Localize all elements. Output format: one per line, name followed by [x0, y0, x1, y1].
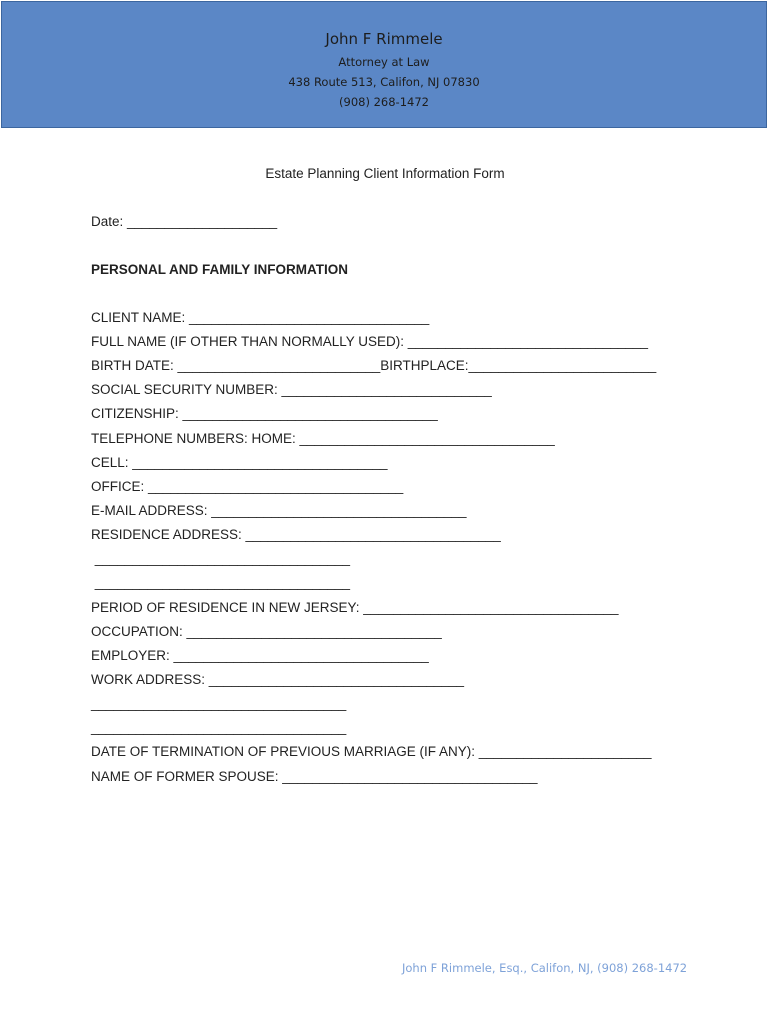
telephone-home-field[interactable]: TELEPHONE NUMBERS: HOME: __________________________________: [91, 431, 555, 446]
citizenship-field[interactable]: CITIZENSHIP: __________________________________: [91, 406, 438, 421]
work-address-field[interactable]: WORK ADDRESS: __________________________________: [91, 672, 465, 687]
attorney-name: John F Rimmele: [325, 30, 443, 48]
attorney-title: Attorney at Law: [338, 55, 430, 69]
email-address-field[interactable]: E-MAIL ADDRESS: __________________________________: [91, 503, 467, 518]
former-spouse-name-field[interactable]: NAME OF FORMER SPOUSE: __________________________________: [91, 769, 538, 784]
occupation-field[interactable]: OCCUPATION: __________________________________: [91, 624, 442, 639]
page-footer: John F Rimmele, Esq., Califon, NJ, (908) 268-1472: [402, 961, 688, 975]
work-address-line-3[interactable]: __________________________________: [91, 720, 347, 735]
section-heading-personal-family: PERSONAL AND FAMILY INFORMATION: [91, 262, 349, 277]
period-of-residence-field[interactable]: PERIOD OF RESIDENCE IN NEW JERSEY: __________________________________: [91, 600, 619, 615]
form-title: Estate Planning Client Information Form: [265, 166, 505, 181]
residence-address-field[interactable]: RESIDENCE ADDRESS: __________________________________: [91, 527, 501, 542]
letterhead-box: [1, 1, 767, 128]
cell-phone-field[interactable]: CELL: __________________________________: [91, 455, 388, 470]
client-name-field[interactable]: CLIENT NAME: ________________________________: [91, 310, 430, 325]
birth-date-birthplace-field[interactable]: BIRTH DATE: ___________________________BIRTHPLACE:_________________________: [91, 358, 657, 373]
termination-previous-marriage-field[interactable]: DATE OF TERMINATION OF PREVIOUS MARRIAGE (IF ANY): _______________________: [91, 744, 652, 759]
residence-address-line-2[interactable]: __________________________________: [91, 551, 351, 566]
full-name-field[interactable]: FULL NAME (IF OTHER THAN NORMALLY USED): ________________________________: [91, 334, 649, 349]
attorney-address: 438 Route 513, Califon, NJ 07830: [288, 75, 480, 89]
attorney-phone: (908) 268-1472: [339, 95, 429, 109]
date-field[interactable]: Date: ____________________: [91, 214, 278, 229]
work-address-line-2[interactable]: __________________________________: [91, 696, 347, 711]
residence-address-line-3[interactable]: __________________________________: [91, 575, 351, 590]
social-security-number-field[interactable]: SOCIAL SECURITY NUMBER: ____________________________: [91, 382, 492, 397]
office-phone-field[interactable]: OFFICE: __________________________________: [91, 479, 404, 494]
employer-field[interactable]: EMPLOYER: __________________________________: [91, 648, 429, 663]
